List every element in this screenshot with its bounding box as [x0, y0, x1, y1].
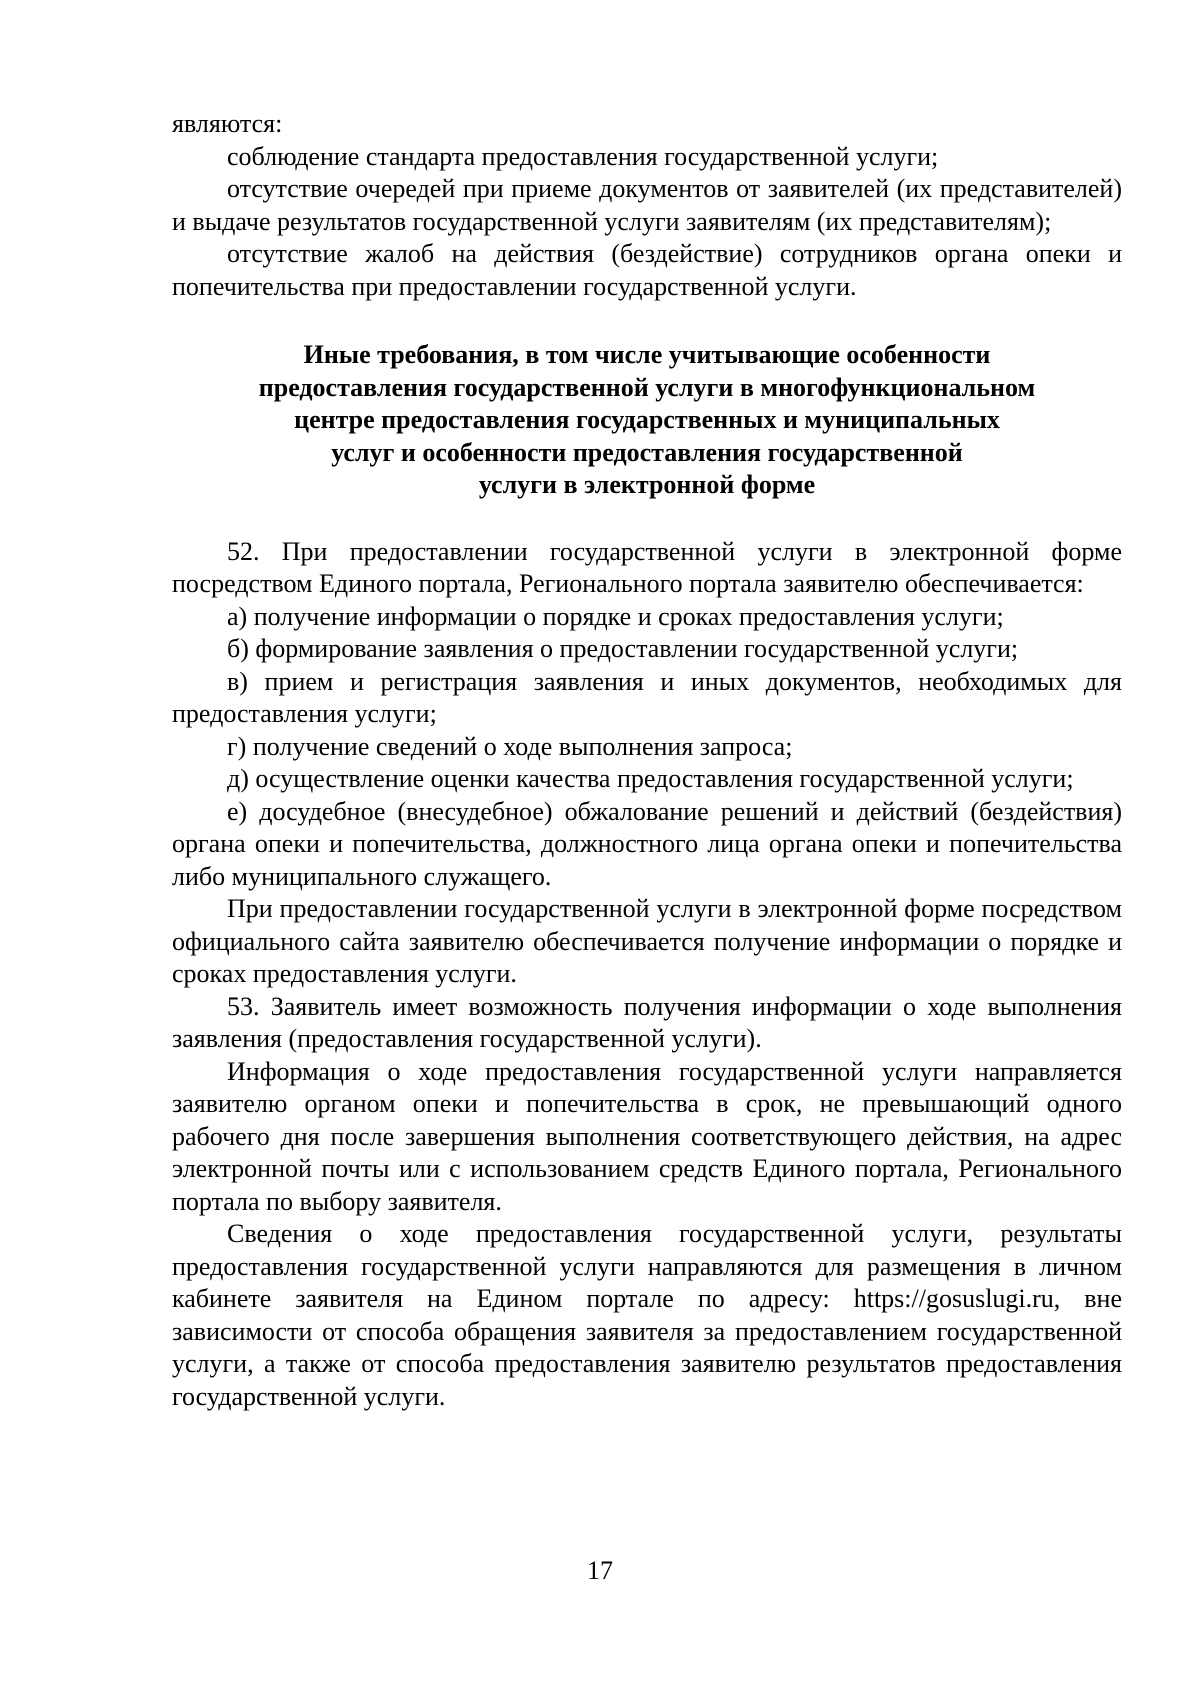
- clause-53-paragraph: Сведения о ходе предоставления государственной услуги, результаты предоставления государственной услуги направляются для размещения в личном кабинете заявителя на Едином портале по адресу: https://gosuslugi.ru, вне зависимости от способа обращения заявителя за предоставлением государственной услуги, а также от способа предоставления заявителю результатов предоставления государственной услуги.: [172, 1219, 1122, 1411]
- clause-52-item: в) прием и регистрация заявления и иных документов, необходимых для предоставления услуги;: [172, 666, 1122, 728]
- intro-lead: являются:: [172, 109, 283, 138]
- heading-line: услуги в электронной форме: [478, 470, 816, 499]
- heading-line: Иные требования, в том числе учитывающие особенности: [303, 340, 991, 369]
- clause-53-paragraph: 53. Заявитель имеет возможность получения информации о ходе выполнения заявления (предоставления государственной услуги).: [172, 991, 1122, 1053]
- section-heading: [172, 339, 1122, 502]
- heading-line: услуг и особенности предоставления государственной: [331, 437, 963, 467]
- intro-item: отсутствие жалоб на действия (бездействие) сотрудников органа опеки и попечительства при предоставлении государственной услуги.: [172, 239, 1122, 301]
- clause-52-closing: При предоставлении государственной услуги в электронной форме посредством официального сайта заявителю обеспечивается получение информации о порядке и сроках предоставления услуги.: [172, 894, 1122, 988]
- heading-line: центре предоставления государственных и муниципальных: [294, 405, 1000, 434]
- clause-52-item: г) получение сведений о ходе выполнения запроса;: [227, 731, 793, 761]
- clause-53-paragraph: Информация о ходе предоставления государственной услуги направляется заявителю органом опеки и попечительства в срок, не превышающий одного рабочего дня после завершения выполнения соответствующего действия, на адрес электронной почты или с использованием средств Единого портала, Регионального портала по выбору заявителя.: [172, 1056, 1122, 1216]
- intro-item: отсутствие очередей при приеме документов от заявителей (их представителей) и выдаче результатов государственной услуги заявителям (их представителям);: [172, 174, 1122, 236]
- clause-52-intro: 52. При предоставлении государственной услуги в электронной форме посредством Единого портала, Регионального портала заявителю обеспечивается:: [172, 536, 1122, 598]
- heading-line: предоставления государственной услуги в многофункциональном: [258, 372, 1036, 402]
- page-number: 17: [587, 1556, 613, 1585]
- clause-52-item: е) досудебное (внесудебное) обжалование решений и действий (бездействия) органа опеки и попечительства, должностного лица органа опеки и попечительства либо муниципального служащего.: [172, 796, 1122, 891]
- clause-52-item: б) формирование заявления о предоставлении государственной услуги;: [227, 634, 1019, 663]
- clause-52-item: а) получение информации о порядке и сроках предоставления услуги;: [227, 601, 1004, 631]
- document-page: [172, 108, 1122, 1413]
- intro-item: соблюдение стандарта предоставления государственной услуги;: [227, 141, 939, 171]
- clause-52-item: д) осуществление оценки качества предоставления государственной услуги;: [227, 764, 1074, 793]
